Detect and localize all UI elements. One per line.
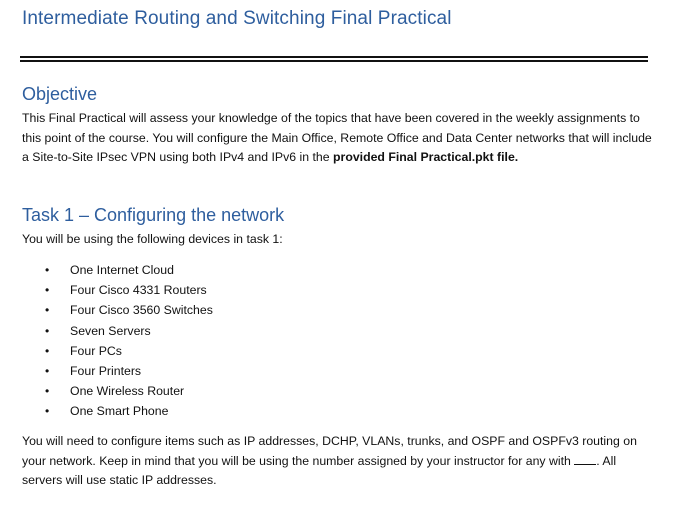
fill-in-blank <box>574 454 596 465</box>
list-item <box>0 321 681 341</box>
bullet-icon: • <box>45 303 50 318</box>
list-item <box>0 300 681 320</box>
task1-closing-paragraph <box>22 432 652 491</box>
bullet-icon: • <box>45 323 50 338</box>
device-list <box>0 260 681 422</box>
objective-paragraph <box>22 109 652 168</box>
bullet-icon: • <box>45 384 50 399</box>
bullet-icon: • <box>45 283 50 298</box>
list-item <box>0 280 681 300</box>
bullet-icon: • <box>45 363 50 378</box>
device-label: One Wireless Router <box>70 384 185 399</box>
closing-text: You will need to configure items such as IP addresses, DCHP, VLANs, trunks, and OSPF and OSPFv3 routing on your network. Keep in mind that you will be using the number assigned by your instructor for any with <box>22 434 637 468</box>
bullet-icon: • <box>45 343 50 358</box>
closing-text-end: . All servers will use static IP addresses. <box>22 453 617 487</box>
objective-text: This Final Practical will assess your knowledge of the topics that have been covered in the weekly assignments to this point of the course. You will configure the Main Office, Remote Office and Data Center networks that will include a Site-to-Site IPsec VPN using both IPv4 and IPv6 in the <box>22 111 652 164</box>
list-item <box>0 381 681 401</box>
list-item <box>0 401 681 421</box>
device-label: One Smart Phone <box>70 404 169 419</box>
device-label: Four PCs <box>70 343 122 358</box>
title-divider-bottom <box>20 60 648 62</box>
device-label: One Internet Cloud <box>70 263 174 277</box>
bullet-icon: • <box>45 263 50 277</box>
list-item <box>0 361 681 381</box>
list-item <box>0 341 681 361</box>
bullet-icon: • <box>45 404 50 419</box>
task1-intro: You will be using the following devices in task 1: <box>22 232 283 246</box>
objective-heading: Objective <box>22 84 98 104</box>
list-item <box>0 260 681 280</box>
device-label: Four Cisco 4331 Routers <box>70 283 207 298</box>
title-divider-top <box>20 56 648 58</box>
device-label: Four Cisco 3560 Switches <box>70 303 213 318</box>
document-title: Intermediate Routing and Switching Final Practical <box>22 8 452 29</box>
task1-heading: Task 1 – Configuring the network <box>22 205 285 225</box>
device-label: Four Printers <box>70 363 142 378</box>
device-label: Seven Servers <box>70 323 151 338</box>
objective-file-reference: provided Final Practical.pkt file. <box>333 150 519 164</box>
